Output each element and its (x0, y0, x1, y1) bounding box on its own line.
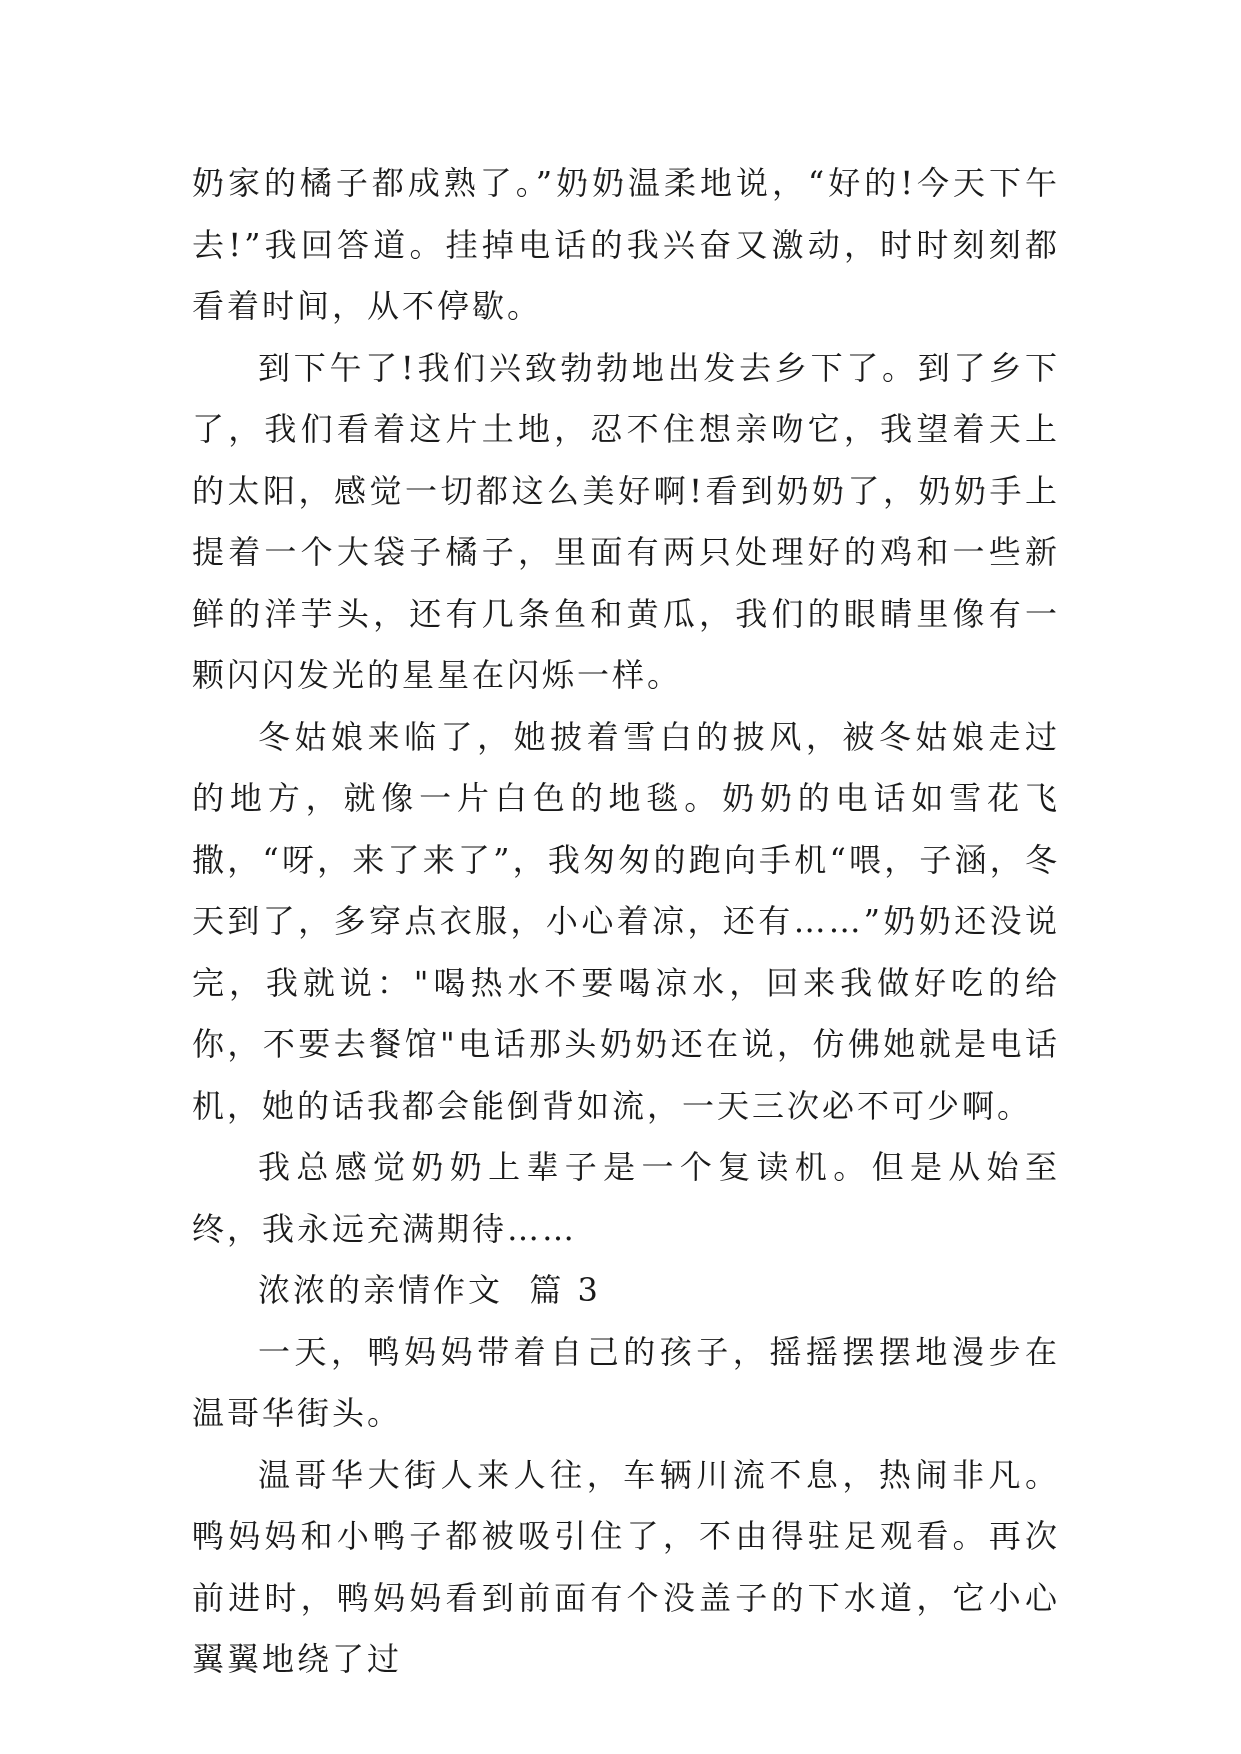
paragraph-continuation: 奶家的橘子都成熟了。”奶奶温柔地说，“好的!今天下午去!”我回答道。挂掉电话的我兴奋又激动，时时刻刻都看着时间，从不停歇。 (192, 164, 1060, 325)
paragraph-afternoon-visit: 到下午了!我们兴致勃勃地出发去乡下了。到了乡下了，我们看着这片土地，忍不住想亲吻它，我望着天上的太阳，感觉一切都这么美好啊!看到奶奶了，奶奶手上提着一个大袋子橘子，里面有两只处理好的鸡和一些新鲜的洋芋头，还有几条鱼和黄瓜，我们的眼睛里像有一颗闪闪发光的星星在闪烁一样。 (192, 348, 1060, 694)
paragraph-duck-walk: 一天，鸭妈妈带着自己的孩子，摇摇摆摆地漫步在温哥华街头。 (192, 1332, 1060, 1432)
paragraph-repeater: 我总感觉奶奶上辈子是一个复读机。但是从始至终，我永远充满期待…… (192, 1148, 1060, 1248)
paragraph-winter-call: 冬姑娘来临了，她披着雪白的披风，被冬姑娘走过的地方，就像一片白色的地毯。奶奶的电话如雪花飞撒，“呀，来了来了”，我匆匆的跑向手机“喂，子涵，冬天到了，多穿点衣服，小心着凉，还有……”奶奶还没说完，我就说："喝热水不要喝凉水，回来我做好吃的给你，不要去餐馆"电话那头奶奶还在说，仿佛她就是电话机，她的话我都会能倒背如流，一天三次必不可少啊。 (192, 717, 1060, 1125)
paragraph-vancouver-street: 温哥华大街人来人往，车辆川流不息，热闹非凡。鸭妈妈和小鸭子都被吸引住了，不由得驻足观看。再次前进时，鸭妈妈看到前面有个没盖子的下水道，它小心翼翼地绕了过 (192, 1455, 1060, 1678)
section-heading: 浓浓的亲情作文 篇 3 (258, 1271, 601, 1309)
document-body (192, 153, 1060, 1691)
